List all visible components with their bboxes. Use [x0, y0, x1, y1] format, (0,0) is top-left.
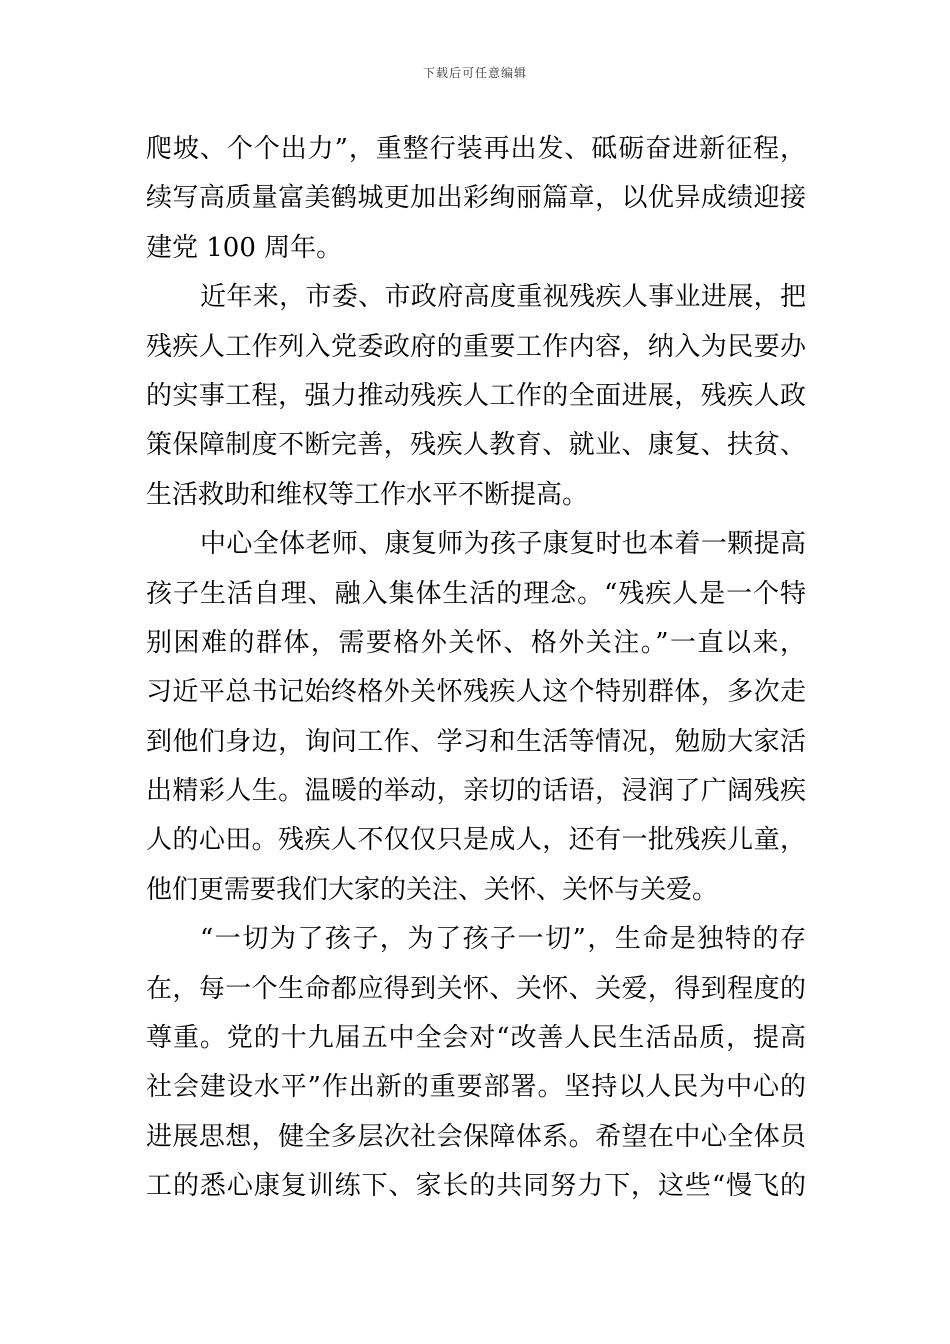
- page-header-note: 下载后可任意编辑: [422, 66, 527, 80]
- paragraph: [146, 520, 806, 915]
- paragraph: [146, 915, 806, 1211]
- text-line: 中心全体老师、康复师为孩子康复时也本着一颗提高: [200, 529, 806, 560]
- text-line: 孩子生活自理、融入集体生活的理念。“残疾人是一个特: [146, 578, 806, 609]
- document-body: [146, 125, 806, 1212]
- paragraph: [146, 273, 806, 520]
- text-line: 尊重。党的十九届五中全会对“改善人民生活品质，提高: [146, 1023, 806, 1054]
- text-line: 工的悉心康复训练下、家长的共同努力下，这些“慢飞的: [146, 1171, 806, 1202]
- text-line: 的实事工程，强力推动残疾人工作的全面进展，残疾人政: [146, 380, 806, 411]
- text-line: 他们更需要我们大家的关注、关怀、关怀与关爱。: [146, 874, 719, 905]
- paragraph: [146, 125, 806, 273]
- text-line: “一切为了孩子，为了孩子一切”，生命是独特的存: [200, 924, 806, 955]
- text-line: 出精彩人生。温暖的举动，亲切的话语，浸润了广阔残疾: [146, 776, 806, 807]
- text-line: 在，每一个生命都应得到关怀、关怀、关爱，得到程度的: [146, 973, 806, 1004]
- text-line: 到他们身边，询问工作、学习和生活等情况，勉励大家活: [146, 726, 806, 757]
- text-line: 社会建设水平”作出新的重要部署。坚持以人民为中心的: [146, 1072, 806, 1103]
- text-line: 习近平总书记始终格外关怀残疾人这个特别群体，多次走: [146, 677, 806, 708]
- text-line: 续写高质量富美鹤城更加出彩绚丽篇章，以优异成绩迎接: [146, 183, 806, 214]
- text-line: 进展思想，健全多层次社会保障体系。希望在中心全体员: [146, 1121, 806, 1152]
- text-line: 别困难的群体，需要格外关怀、格外关注。”一直以来，: [146, 627, 806, 658]
- text-line: 生活救助和维权等工作水平不断提高。: [146, 479, 589, 510]
- text-line: 策保障制度不断完善，残疾人教育、就业、康复、扶贫、: [146, 430, 806, 461]
- text-line: 近年来，市委、市政府高度重视残疾人事业进展，把: [200, 282, 806, 313]
- text-line: 爬坡、个个出力”，重整行装再出发、砥砺奋进新征程，: [146, 134, 806, 164]
- text-line: 人的心田。残疾人不仅仅只是成人，还有一批残疾儿童，: [146, 825, 806, 856]
- text-line: 建党 100 周年。: [146, 232, 343, 263]
- text-line: 残疾人工作列入党委政府的重要工作内容，纳入为民要办: [146, 331, 806, 362]
